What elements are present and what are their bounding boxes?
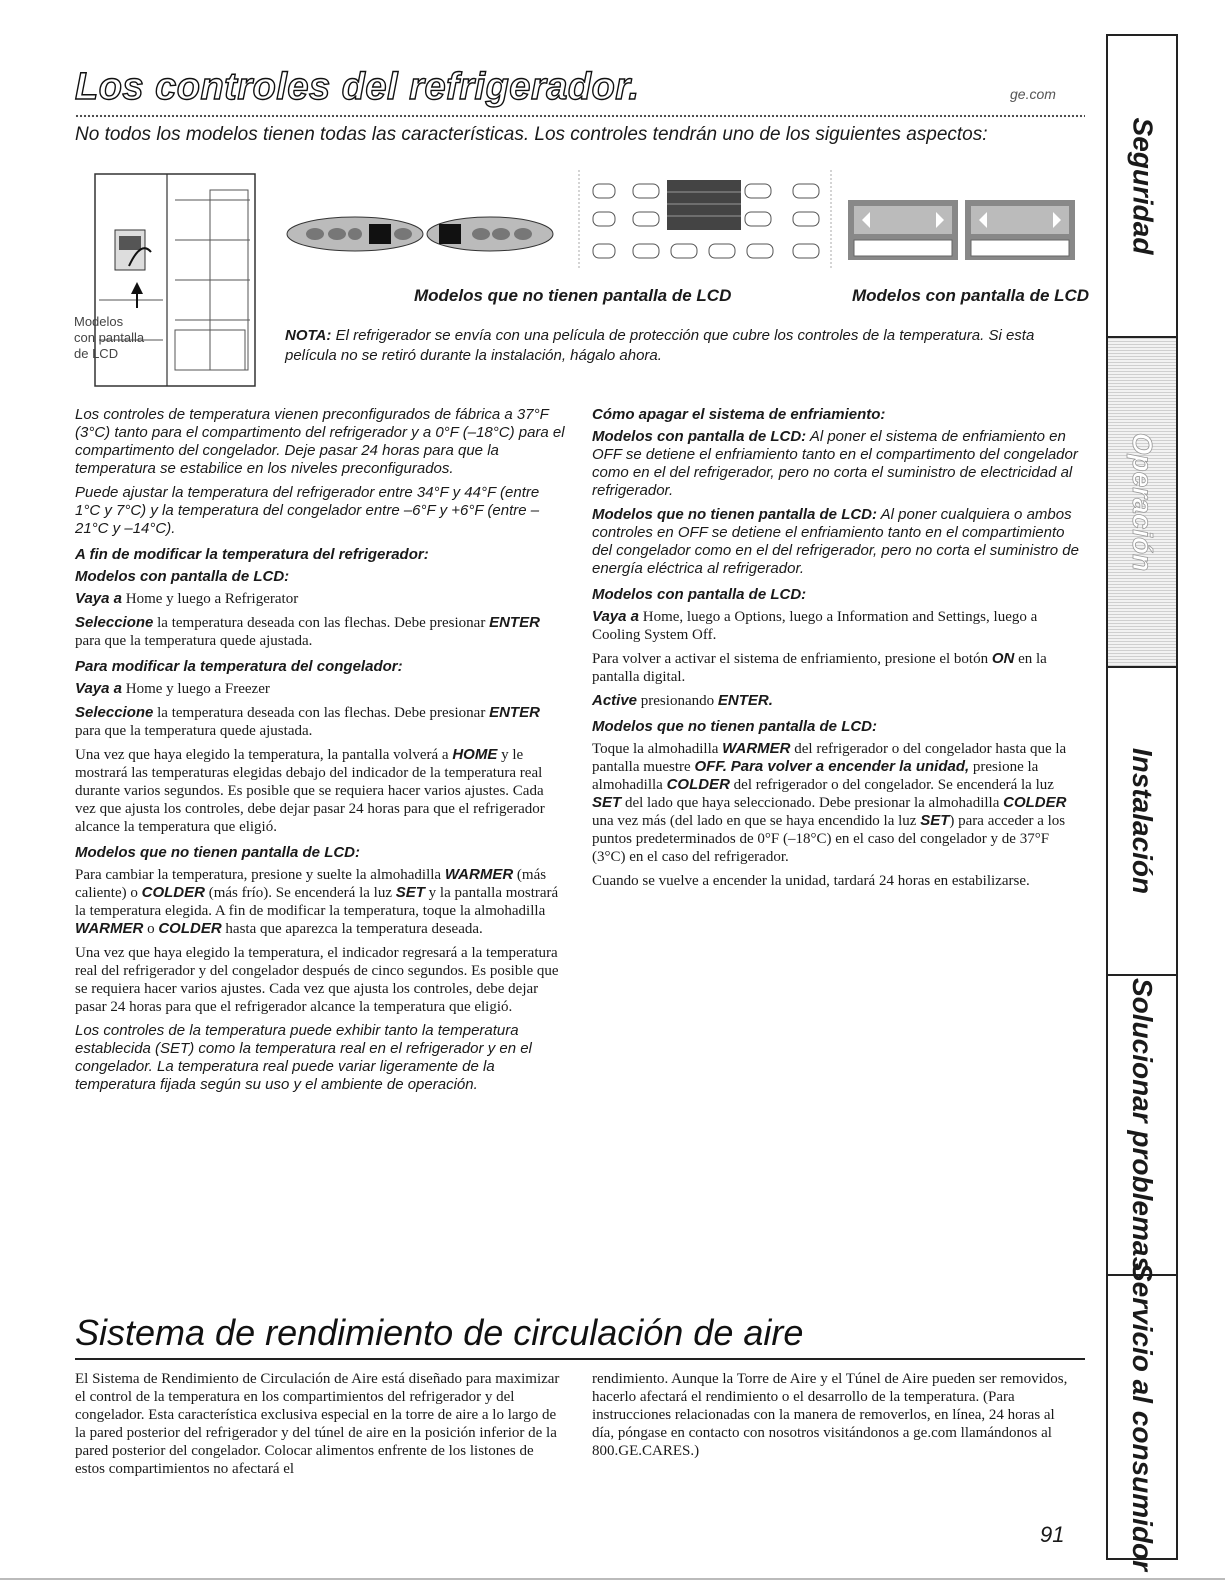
page-title: Los controles del refrigerador. xyxy=(75,66,640,108)
control-panel-no-lcd-2 xyxy=(425,214,555,254)
control-panel-no-lcd-1 xyxy=(285,214,425,254)
heading-lcd-models-right: Modelos con pantalla de LCD: xyxy=(592,586,807,603)
page-bottom-rule xyxy=(0,1578,1225,1580)
closing-note: Los controles de la temperatura puede exhibir tanto la temperatura establecida (SET) como la temperatura real en el refrigerador y en el congelador. La temperatura real puede variar ligeramente de la temperatura fijada según su uso y el ambiente de operación. xyxy=(75,1022,532,1093)
lcd-panel-2 xyxy=(965,200,1075,260)
heading-lcd-models: Modelos con pantalla de LCD: xyxy=(75,568,290,585)
air-section-col2: rendimiento. Aunque la Torre de Aire y el Túnel de Aire pueden ser removidos, hacerlo afectará el rendimiento o el desarrollo de la temperatura. (Para instrucciones relacionadas con la manera de removerlos, en línea, 24 horas al día, póngase en contacto con nosotros visitándonos a ge.com llamándonos al 800.GE.CARES.) xyxy=(592,1371,1068,1459)
control-panel-touch-pads xyxy=(575,170,835,270)
note-protective-film xyxy=(285,326,1075,366)
left-column: Los controles de temperatura vienen preconfigurados de fábrica a 37°F (3°C) tanto para el compartimento del refrigerador y a 0°F (–18°C) para el compartimento del congelador. Deje pasar 24 horas para que la temperatura se estabilice en los niveles preconfigurados. Puede ajustar la temperatura del refrigerador entre 34°F y 44°F (entre 1°C y 7°C) y la temperatura del congelador entre –6°F y +6°F (entre –21°C y –14°C). A fin de modificar la temperatura del refrigerador: Modelos con pantalla de LCD: Vaya a Home y luego a Refrigerator Seleccione la temperatura deseada con las flechas. Debe presionar ENTER para que la temperatura quede ajustada. Para modificar la temperatura del congelador: Vaya a Home y luego a Freezer Seleccione la temperatura deseada con las flechas. Debe presionar ENTER para que la temperatura quede ajustada. Una vez que haya elegido la temperatura, la pantalla volverá a HOME y le mostrará las temperaturas elegidas debajo del indicador de la temperatura real durante varios segundos. Es posible que se requiera hacer varios ajustes. Cada vez que ajusta los controles, debe dejar pasar 24 horas para que el refrigerador alcance la temperatura que eligió. Modelos que no tienen pantalla de LCD: Para cambiar la temperatura, presione y suelte la almohadilla WARMER (más caliente) o COLDER (más frío). Se encenderá la luz SET y la pantalla mostrará la temperatura elegida. A fin de modificar la temperatura, toque la almohadilla WARMER o COLDER hasta que aparezca la temperatura deseada. Una vez que haya elegido la temperatura, el indicador regresará a la temperatura real del refrigerador y del congelador después de cinco segundos. Es posible que se requiera hacer varios ajustes. Cada vez que ajusta los controles, debe dejar pasar 24 horas para que el refrigerador alcance la temperatura que eligió. Los controles de la temperatura puede exhibir tanto la temperatura establecida (SET) como la temperatura real en el refrigerador y en el congelador. La temperatura real puede variar ligeramente de la temperatura fijada según su uso y el ambiente de operación. xyxy=(75,406,565,1093)
lcd-model-callout: Modelos con pantalla de LCD xyxy=(74,314,145,361)
section-tabs xyxy=(1106,34,1178,1572)
paragraph-after-selection: Una vez que haya elegido la temperatura, el indicador regresará a la temperatura real del refrigerador y del congelador después de cinco segundos. Es posible que se requiera hacer varios ajustes. Cada vez que ajusta los controles, debe dejar pasar 24 horas para que el refrigerador alcance la temperatura que eligió. xyxy=(75,945,559,1015)
tab-servicio-al-consumidor[interactable]: Servicio al consumidor xyxy=(1127,1262,1159,1572)
page-subtitle: No todos los modelos tienen todas las características. Los controles tendrán uno de los siguientes aspectos: xyxy=(75,124,988,145)
right-column: Cómo apagar el sistema de enfriamiento: Modelos con pantalla de LCD: Al poner el sistema de enfriamiento en OFF se detiene el enfriamiento tanto en el compartimento del congelador como en el del refrigerador, pero no corta el suministro de electricidad al refrigerador. Modelos que no tienen pantalla de LCD: Al poner cualquiera o ambos controles en OFF se detiene el enfriamiento tanto en el compartimiento del congelador como en el del refrigerador, pero no corta el suministro de energía eléctrica al refrigerador. Modelos con pantalla de LCD: Vaya a Home, luego a Options, luego a Information and Settings, luego a Cooling System Off. Para volver a activar el sistema de enfriamiento, presione el botón ON en la pantalla digital. Active presionando ENTER. Modelos que no tienen pantalla de LCD: Toque la almohadilla WARMER del refrigerador o del congelador hasta que la pantalla muestre OFF. Para volver a encender la unidad, presione la almohadilla COLDER del refrigerador o del congelador. Se encenderá la luz SET del lado que haya seleccionado. Debe presionar la almohadilla COLDER una vez más (del lado en que se haya encendido la luz SET) para acceder a los puntos predeterminados de 0°F (–18°C) en el caso del congelador y de 37°F (3°C) en el caso del refrigerador. Cuando se vuelve a encender la unidad, tardará 24 horas en estabilizarse. xyxy=(592,406,1082,896)
page-number: 91 xyxy=(1040,1522,1065,1547)
tab-operacion[interactable]: Operación xyxy=(1108,338,1176,668)
heading-fridge-temp: A fin de modificar la temperatura del refrigerador: xyxy=(75,546,429,563)
air-section-col1: El Sistema de Rendimiento de Circulación de Aire está diseñado para maximizar el control de la temperatura en los compartimientos del refrigerador y del congelador. Esta característica exclusiva especial en la torre de aire a lo largo de la pared posterior del refrigerador y del túnel de aire en la posición inferior de la pared posterior del congelador. Colocar alimentos enfrente de los listones de estos compartimientos no afectará el xyxy=(75,1371,560,1477)
note-label: NOTA: xyxy=(285,327,332,344)
lcd-panel-1 xyxy=(848,200,958,260)
site-url: ge.com xyxy=(1010,86,1056,102)
tab-seguridad[interactable]: Seguridad xyxy=(1108,36,1176,338)
header-dotted-rule xyxy=(75,114,1085,118)
tab-instalacion[interactable]: Instalación xyxy=(1108,668,1176,976)
heading-turn-off: Cómo apagar el sistema de enfriamiento: xyxy=(592,406,886,423)
heading-freezer-temp: Para modificar la temperatura del congelador: xyxy=(75,658,403,675)
restart-note: Cuando se vuelve a encender la unidad, tardará 24 horas en estabilizarse. xyxy=(592,873,1030,889)
caption-lcd-models: Modelos con pantalla de LCD xyxy=(852,286,1090,305)
intro-preset: Los controles de temperatura vienen preconfigurados de fábrica a 37°F (3°C) tanto para el compartimento del refrigerador y a 0°F (–18°C) para el compartimento del congelador. Deje pasar 24 horas para que la temperatura se estabilice en los niveles preconfigurados. xyxy=(75,406,565,477)
heading-no-lcd-models: Modelos que no tienen pantalla de LCD: xyxy=(75,844,361,861)
caption-no-lcd-models: Modelos que no tienen pantalla de LCD xyxy=(414,286,732,305)
note-text: El refrigerador se envía con una película de protección que cubre los controles de la temperatura. Si esta película no se retiró durante la instalación, hágalo ahora. xyxy=(285,327,1035,364)
heading-no-lcd-models-right: Modelos que no tienen pantalla de LCD: xyxy=(592,718,878,735)
section-title-air-circulation: Sistema de rendimiento de circulación de aire xyxy=(75,1312,804,1353)
section-rule xyxy=(75,1358,1085,1360)
intro-range: Puede ajustar la temperatura del refrigerador entre 34°F y 44°F (entre 1°C y 7°C) y la temperatura del congelador entre –6°F y +6°F (entre –21°C y –14°C). xyxy=(75,484,540,537)
tab-solucionar-problemas[interactable]: Solucionar problemas xyxy=(1108,976,1176,1276)
